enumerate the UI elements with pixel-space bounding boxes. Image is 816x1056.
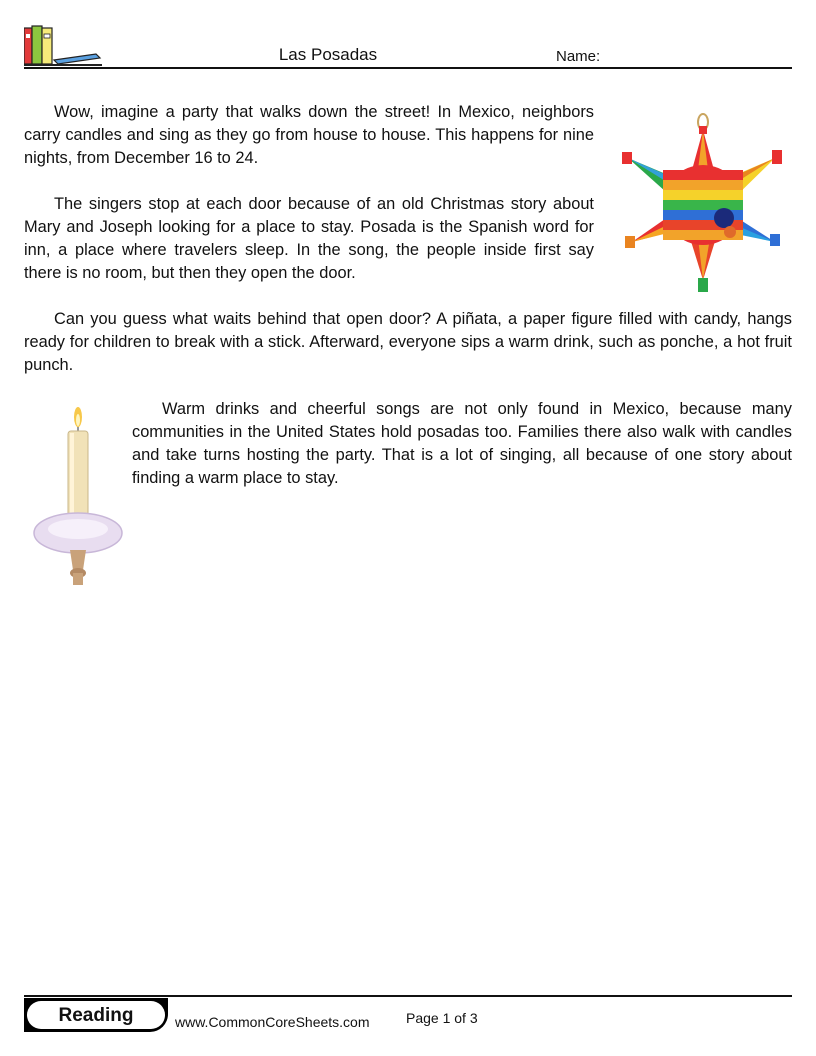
paragraph-3: Can you guess what waits behind that open door? A piñata, a paper figure filled with candy, hangs ready for children to break with a stick. Afterward, everyone sips a warm drink, such as ponche, a hot fruit punch. — [24, 310, 792, 374]
star-pinata-illustration — [620, 110, 785, 295]
paragraph-4: Warm drinks and cheerful songs are not only found in Mexico, because many communities in the United States hold posadas too. Families there also walk with candles and take turns hosting the party. That is a lot of singing, all because of one story about finding a warm place to stay. — [132, 400, 792, 487]
paragraph-1: Wow, imagine a party that walks down the street! In Mexico, neighbors carry candles and sing as they go from house to house. This happens for nine nights, from December 16 to 24. — [24, 103, 594, 167]
page-title: Las Posadas — [278, 45, 378, 64]
subject-badge-label: Reading — [27, 1001, 165, 1029]
site-url: www.CommonCoreSheets.com — [175, 1014, 370, 1030]
page-number: Page 1 of 3 — [406, 1010, 478, 1026]
subject-badge — [24, 998, 168, 1032]
header-divider — [24, 67, 792, 69]
paragraph-2: The singers stop at each door because of an old Christmas story about Mary and Joseph looking for a place to stay. Posada is the Spanish word for inn, a place where travelers sleep. In the song, the people inside first say there is no room, but then they open the door. — [24, 195, 594, 282]
candle-illustration — [30, 405, 126, 590]
footer-divider — [24, 995, 792, 997]
name-label: Name: — [556, 48, 601, 65]
